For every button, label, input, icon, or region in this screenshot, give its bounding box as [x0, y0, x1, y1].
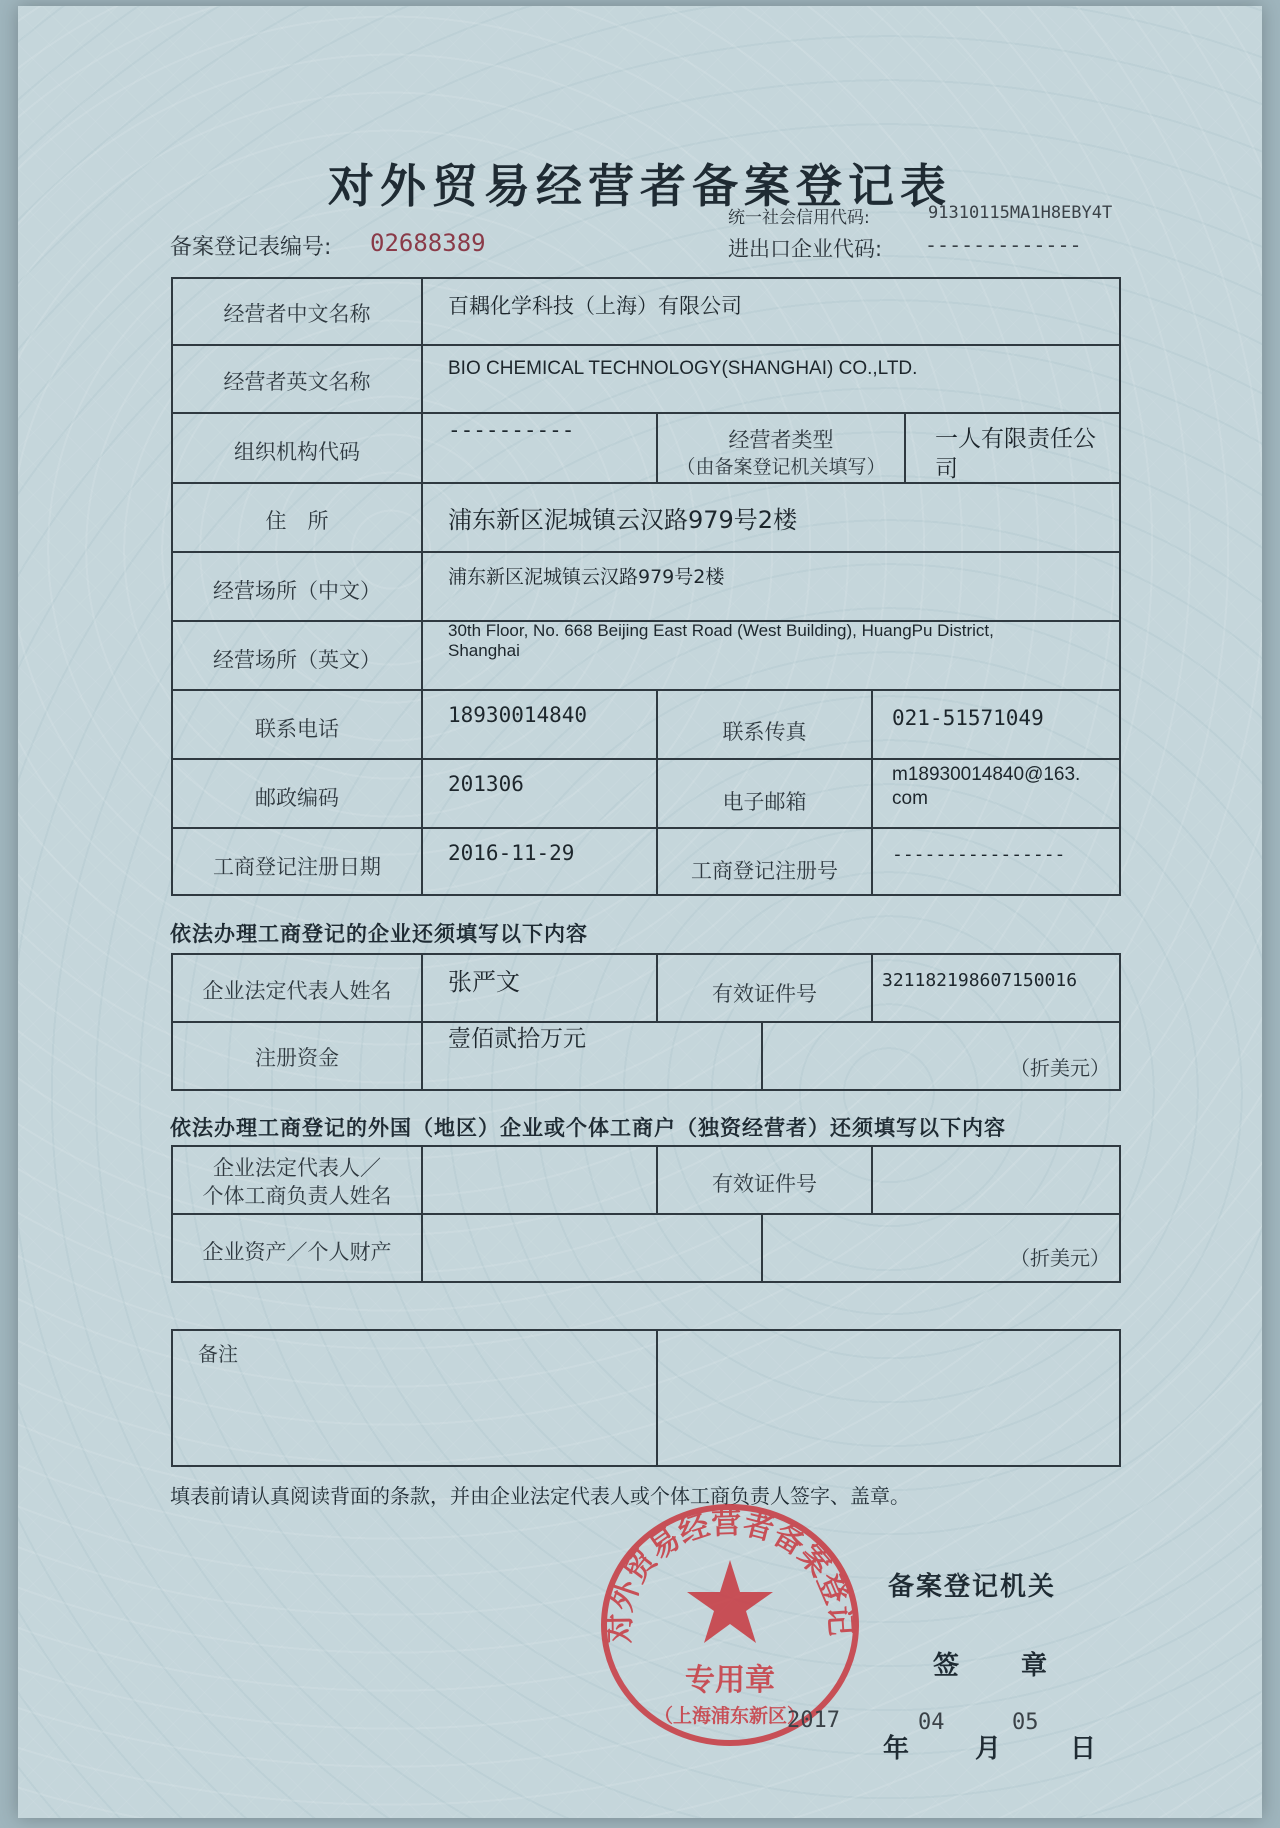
remarks-label: 备注 — [198, 1342, 238, 1366]
org-code-label: 组织机构代码 — [234, 440, 360, 464]
ie-code: ------------- — [925, 233, 1082, 257]
rep-id-no: 321182198607150016 — [882, 970, 1078, 991]
assets-label: 企业资产／个人财产 — [202, 1240, 392, 1264]
rep-id-label: 有效证件号 — [712, 982, 817, 1006]
reg-date: 2016-11-29 — [448, 841, 575, 865]
rep-name: 张严文 — [448, 968, 520, 996]
foreign-rep-label-2: 个体工商负责人姓名 — [202, 1184, 392, 1208]
stamp-center-text: 专用章 — [685, 1663, 775, 1698]
reg-no-label: 工商登记注册号 — [691, 859, 838, 883]
date-month: 04 — [918, 1710, 945, 1735]
rep-name-label: 企业法定代表人姓名 — [202, 979, 392, 1003]
month-char: 月 — [975, 1734, 1002, 1764]
foreign-id-label: 有效证件号 — [712, 1172, 817, 1196]
capital: 壹佰贰拾万元 — [448, 1026, 586, 1052]
phone: 18930014840 — [448, 703, 588, 727]
type-label-1: 经营者类型 — [728, 428, 834, 452]
section1-heading: 依法办理工商登记的企业还须填写以下内容 — [170, 922, 588, 946]
org-code: ---------- — [448, 418, 575, 442]
reg-date-label: 工商登记注册日期 — [213, 855, 381, 879]
zip-label: 邮政编码 — [255, 786, 339, 810]
section2-heading: 依法办理工商登记的外国（地区）企业或个体工商户（独资经营者）还须填写以下内容 — [170, 1116, 1006, 1140]
address: 浦东新区泥城镇云汉路979号2楼 — [448, 506, 798, 534]
fax: 021-51571049 — [892, 706, 1044, 730]
document-title: 对外贸易经营者备案登记表 — [328, 159, 952, 213]
cn-name-label: 经营者中文名称 — [223, 302, 371, 326]
en-name: BIO CHEMICAL TECHNOLOGY(SHANGHAI) CO.,LTD. — [448, 358, 918, 379]
address-label: 住 所 — [265, 509, 329, 533]
cn-name: 百耦化学科技（上海）有限公司 — [448, 294, 742, 318]
date-year: 2017 — [787, 1708, 840, 1733]
stamp-bottom-text: （上海浦东新区） — [653, 1705, 807, 1727]
credit-code: 91310115MA1H8EBY4T — [928, 203, 1113, 223]
capital-label: 注册资金 — [255, 1046, 339, 1070]
instruction-note: 填表前请认真阅读背面的条款，并由企业法定代表人或个体工商负责人签字、盖章。 — [170, 1484, 910, 1508]
zip: 201306 — [448, 772, 524, 796]
email-label: 电子邮箱 — [722, 790, 807, 814]
record-no-label: 备案登记表编号: — [170, 235, 332, 260]
email-line2: com — [892, 788, 928, 809]
type-value-1: 一人有限责任公 — [935, 426, 1096, 452]
fax-label: 联系传真 — [722, 720, 807, 744]
record-no: 02688389 — [370, 229, 486, 257]
capital-usd-label: （折美元） — [1010, 1056, 1110, 1080]
place-en-line1: 30th Floor, No. 668 Beijing East Road (West Building), HuangPu District, — [448, 621, 994, 640]
assets-usd-label: （折美元） — [1010, 1246, 1110, 1270]
day-char: 日 — [1070, 1734, 1097, 1764]
seal-label: 签 章 — [933, 1651, 1066, 1681]
foreign-rep-label-1: 企业法定代表人／ — [213, 1156, 381, 1180]
place-cn: 浦东新区泥城镇云汉路979号2楼 — [448, 566, 725, 588]
stamp-arc-text: 对外贸易经营者备案登记 — [602, 1505, 858, 1644]
date-day: 05 — [1012, 1710, 1039, 1735]
reg-no: ---------------- — [892, 844, 1066, 865]
year-char: 年 — [883, 1734, 910, 1764]
en-name-label: 经营者英文名称 — [223, 370, 371, 394]
authority-label: 备案登记机关 — [888, 1572, 1057, 1602]
place-en-line2: Shanghai — [448, 641, 520, 660]
place-en-label: 经营场所（英文） — [213, 648, 381, 672]
phone-label: 联系电话 — [255, 717, 339, 741]
stamp-star-icon — [687, 1560, 773, 1643]
email-line1: m18930014840@163. — [892, 764, 1081, 785]
place-cn-label: 经营场所（中文） — [213, 579, 381, 603]
ie-code-label: 进出口企业代码: — [728, 237, 883, 261]
type-value-2: 司 — [935, 456, 958, 482]
type-label-2: （由备案登记机关填写） — [676, 456, 886, 478]
credit-code-label: 统一社会信用代码: — [728, 208, 870, 228]
